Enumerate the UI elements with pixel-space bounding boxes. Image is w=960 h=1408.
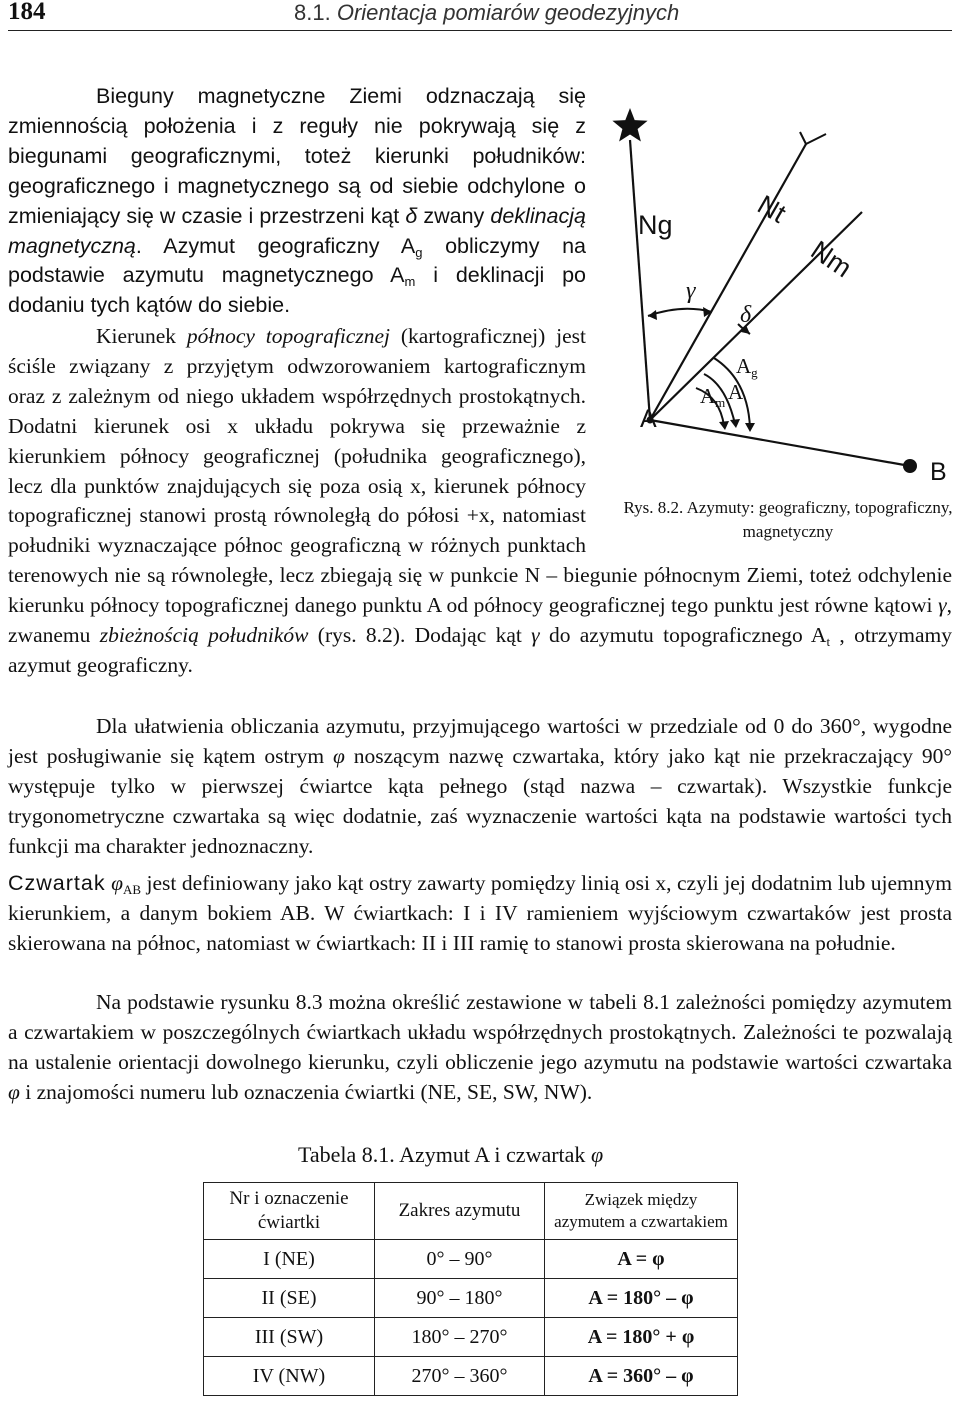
section-number: 8.1.: [294, 0, 331, 25]
star-icon: [612, 108, 647, 142]
label-point-a: A: [640, 405, 657, 433]
cell-range: 180° – 270°: [375, 1318, 545, 1357]
label-nt: Nt: [752, 189, 791, 229]
page-number: 184: [8, 0, 46, 25]
cell-range: 270° – 360°: [375, 1357, 545, 1396]
table-row: [204, 1357, 738, 1396]
gamma-symbol: γ: [938, 593, 947, 618]
geographic-north-line: [630, 140, 650, 420]
table-caption: Tabela 8.1. Azymut A i czwartak φ: [298, 1142, 604, 1167]
header-quadrant: Nr i oznaczenie ćwiartki: [204, 1183, 375, 1240]
label-at: A: [728, 380, 744, 404]
cell-relation: A = 360° – φ: [545, 1357, 738, 1396]
section-title: Orientacja pomiarów geodezyjnych: [336, 0, 680, 25]
cell-quadrant: IV (NW): [204, 1357, 375, 1396]
term-topographic-north: północy topograficznej: [186, 324, 390, 348]
cell-range: 90° – 180°: [375, 1279, 545, 1318]
paragraph-czwartak-intro: Dla ułatwienia obliczania azymutu, przyjmującego wartości w przedziale od 0 do 360°, wygodne jest posługiwanie się kątem ostrym φ noszącym nazwę czwartaka, który jako kąt nie przekraczający 90° występuje tylko w pierwszej ćwiartce kąta pełnego (stąd nazwa – czwartak). Wszystkie funkcje trygonometryczne czwartaka są więc dodatnie, zaś wyznaczenie wartości kąta na podstawie wartości tych funkcji ma charakter jednoznaczny.: [8, 714, 952, 858]
table-row: [204, 1240, 738, 1279]
label-point-b: B: [930, 458, 947, 486]
label-am: $A_m$: [700, 384, 726, 410]
cell-quadrant: I (NE): [204, 1240, 375, 1279]
figure-azimuths-diagram: [600, 92, 960, 562]
topographic-north-line: [650, 144, 806, 420]
table-row: [204, 1318, 738, 1357]
cell-range: 0° – 90°: [375, 1240, 545, 1279]
cell-relation: A = φ: [545, 1240, 738, 1279]
header-range: Zakres azymutu: [375, 1183, 545, 1240]
cell-relation: A = 180° – φ: [545, 1279, 738, 1318]
term-declination: deklinacją magnetyczną: [8, 203, 586, 258]
point-b-dot: [903, 459, 917, 473]
paragraph-topographic-north: Kierunek północy topograficznej (kartograficznej) jest ściśle związany z przyjętym odwzorowaniem kartograficznym oraz z zależnym od niego układem współrzędnych prostokątnych. Dodatni kierunek osi x układu pokrywa się przeważnie z kierunkiem północy geograficznej (południka geograficznego), lecz dla punktów znajdujących się poza osią x, kierunek północy topograficznej stanowi prostą równoległą do półosi +x, natomiast południki wyznaczające północ geograficzną w różnych punktach terenowych nie są równoległe, lecz zbiegają się w punkcie N – biegunie północnym Ziemi, toteż odchylenie kierunku północy topograficznej danego punktu A od północy geograficznej tego punktu jest równe kątowi γ, zwanemu zbieżnością południków (rys. 8.2). Dodając kąt γ do azymutu topograficznego $A_t$ , otrzymamy azymut geograficzny.: [8, 324, 952, 677]
header-relation: Związek między azymutem a czwartakiem: [545, 1183, 738, 1240]
cell-relation: A = 180° + φ: [545, 1318, 738, 1357]
paragraph-czwartak-definition: Czwartak $\varphi_{AB}$ jest definiowany jako kąt ostry zawarty pomiędzy linią osi x, czyli jej dodatnim lub ujemnym kierunkiem, a danym bokiem AB. W ćwiartkach: I i IV ramieniem wyjściowym czwartaków jest prosta skierowana na północ, natomiast w ćwiartkach: II i III ramię to stanowi prosta skierowana na południe.: [8, 871, 953, 955]
azimuth-table: [203, 1182, 738, 1396]
label-gamma: γ: [686, 278, 696, 304]
label-nm: Nm: [805, 234, 858, 284]
figure-azimuths: [600, 92, 960, 562]
ab-line: [650, 420, 910, 466]
topographic-north-fork: [800, 132, 806, 144]
gamma-arc: [648, 309, 712, 316]
label-ag: $A_g$: [736, 354, 758, 380]
delta-symbol: δ: [405, 203, 418, 228]
table-header-row: [204, 1183, 738, 1240]
figure-caption: Rys. 8.2. Azymuty: geograficzny, topograficzny, magnetyczny: [623, 498, 953, 541]
cell-quadrant: III (SW): [204, 1318, 375, 1357]
running-title: [294, 0, 679, 26]
label-delta: δ: [740, 302, 752, 328]
table-row: [204, 1279, 738, 1318]
paragraph-table-reference: Na podstawie rysunku 8.3 można określić zestawione w tabeli 8.1 zależności pomiędzy azymutem a czwartakiem w poszczególnych ćwiartkach układu współrzędnych prostokątnych. Zależności te pozwalają na ustalenie orientacji dowolnego kierunku, czyli obliczenie jego azymutu na podstawie wartości czwartaka φ i znajomości numeru lub oznaczenia ćwiartki (NE, SE, SW, NW).: [8, 990, 952, 1104]
paragraph-declination: Bieguny magnetyczne Ziemi odznaczają się zmiennością położenia i z reguły nie pokrywają się z biegunami geograficznymi, toteż kierunki południków: geograficznego i magnetycznego są od siebie odchylone o zmieniający się w czasie i przestrzeni kąt δ zwany deklinacją magnetyczną. Azymut geograficzny $A_g$ obliczymy na podstawie azymutu magnetycznego $A_m$ i deklinacji po dodaniu tych kątów do siebie.: [8, 84, 587, 318]
label-ng: Ng: [638, 210, 673, 240]
page-header: [8, 0, 952, 31]
cell-quadrant: II (SE): [204, 1279, 375, 1318]
term-meridian-convergence: zbieżnością południków: [99, 623, 309, 648]
